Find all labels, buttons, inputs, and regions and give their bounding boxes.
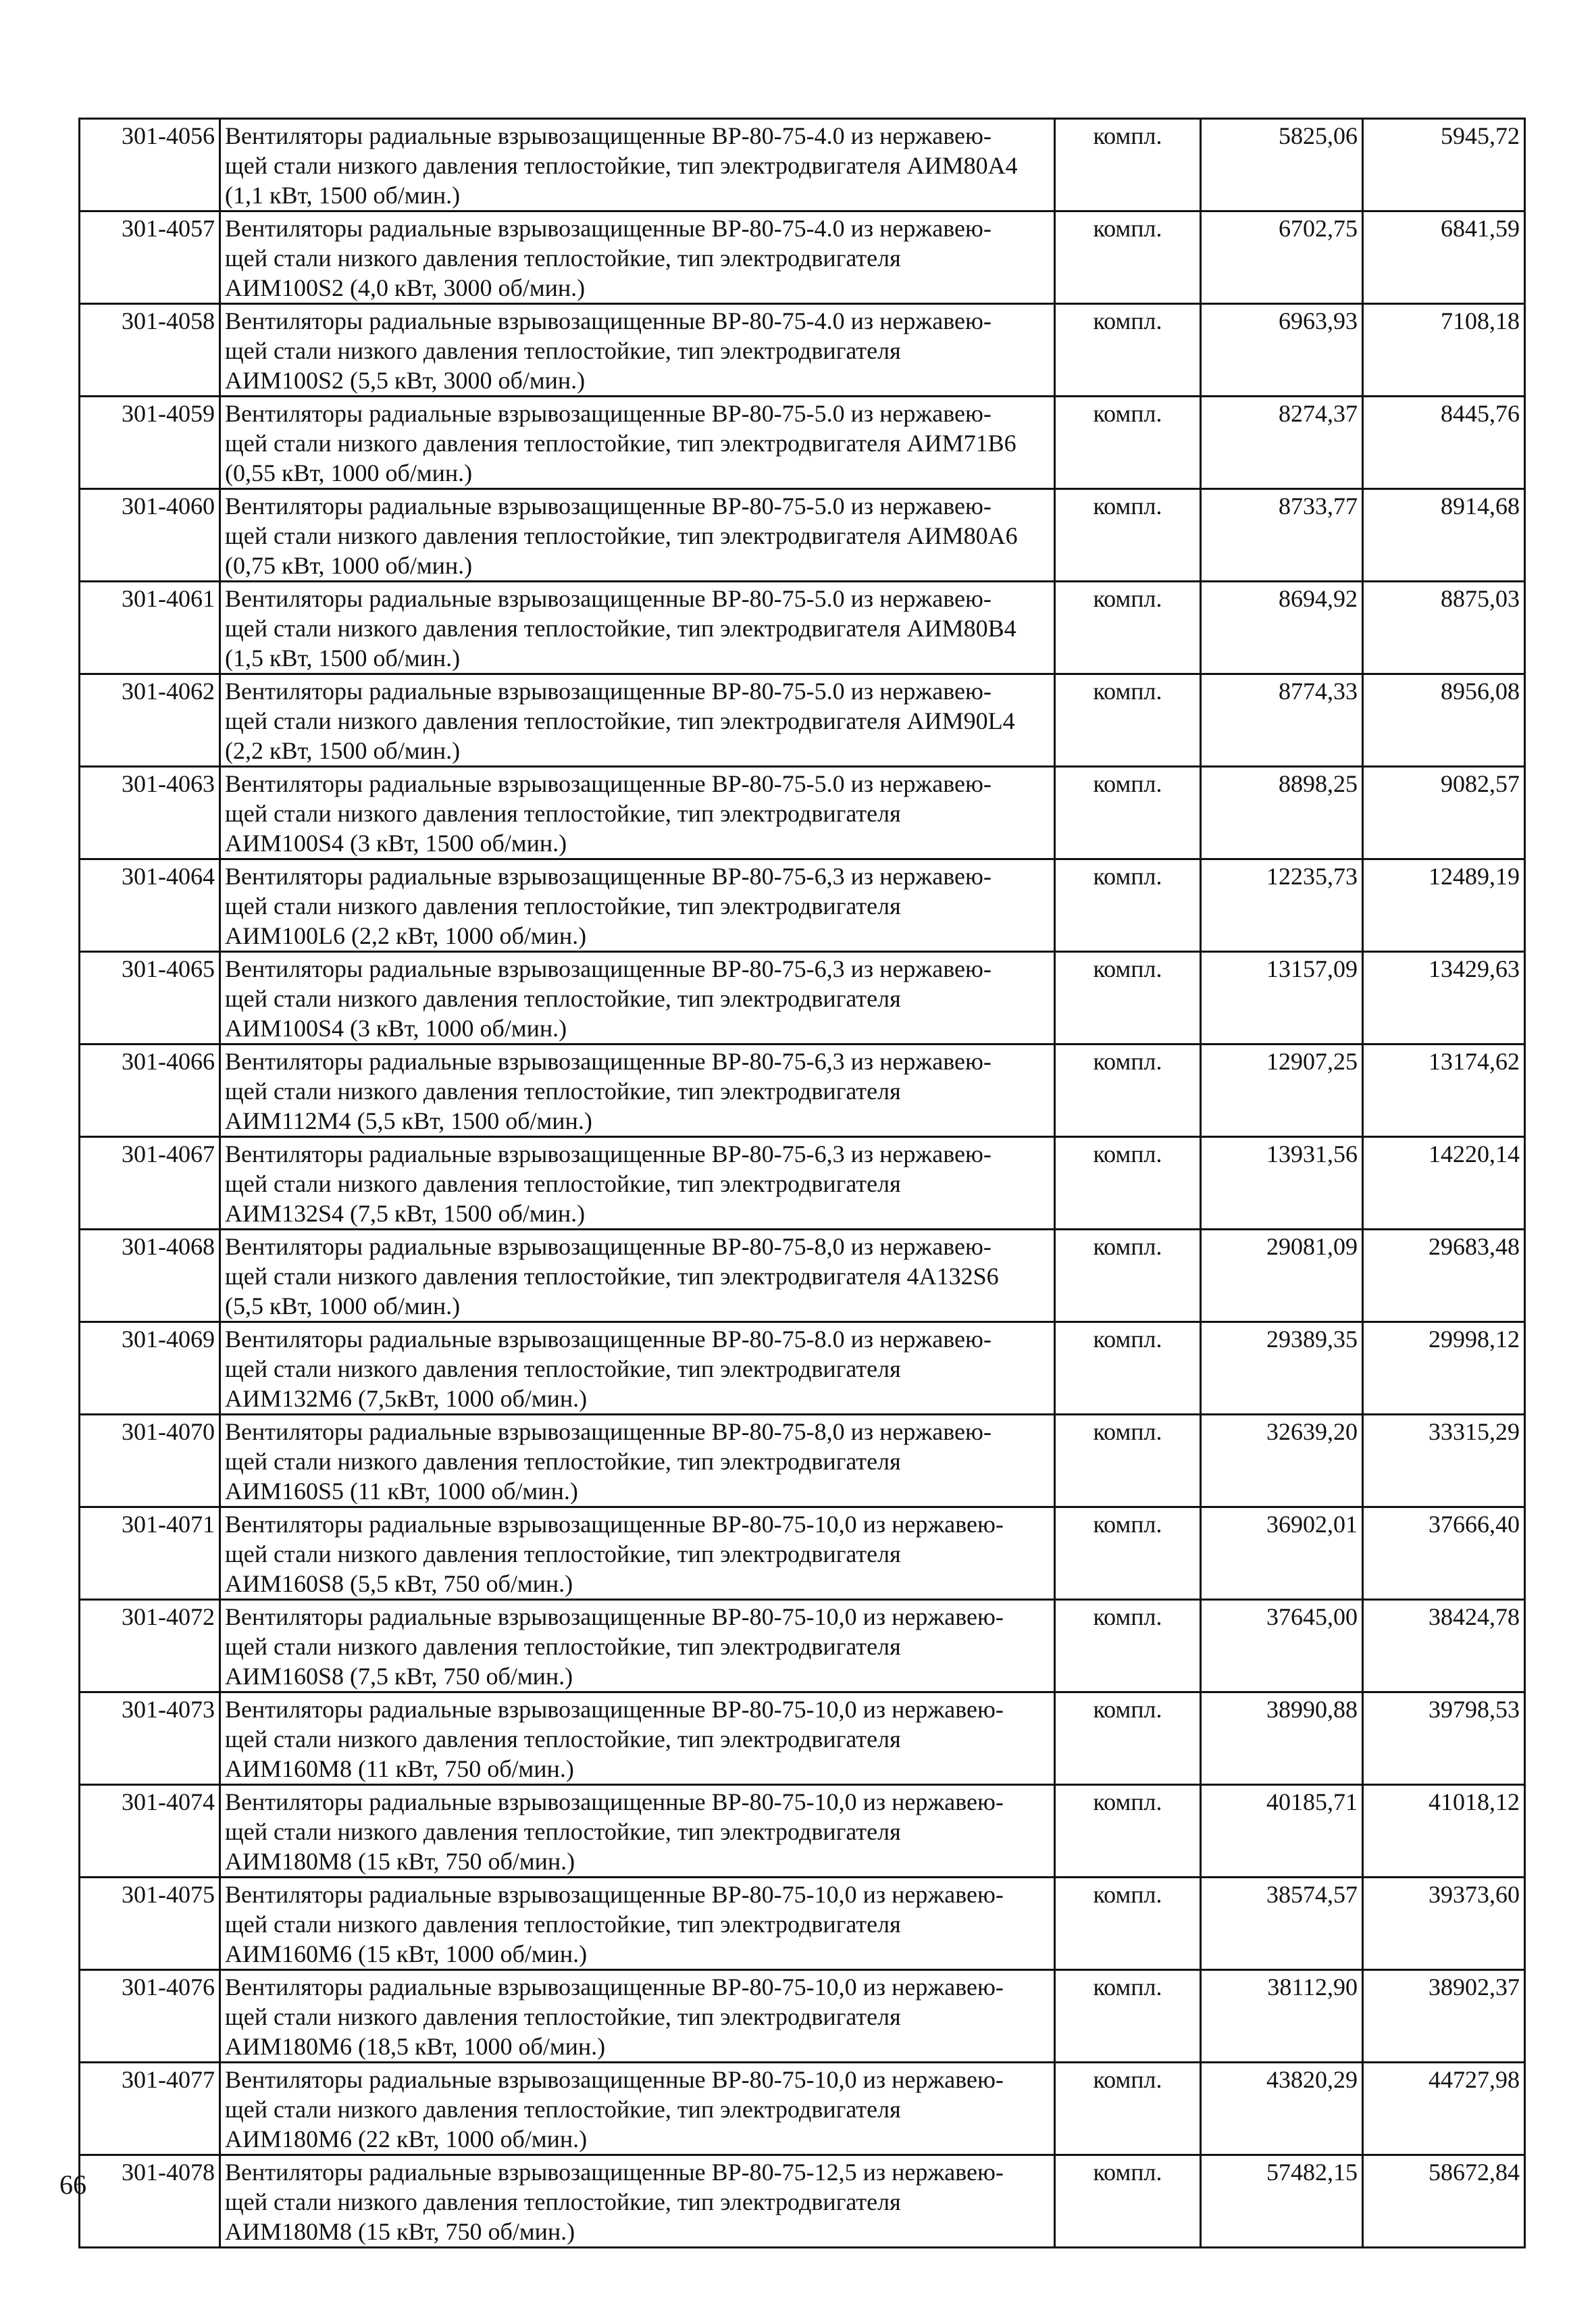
item-unit: компл.	[1055, 1045, 1201, 1137]
item-unit: компл.	[1055, 2155, 1201, 2248]
description-line: АИМ180М6 (22 кВт, 1000 об/мин.)	[225, 2126, 588, 2153]
item-price-2: 9082,57	[1363, 767, 1525, 859]
item-description	[220, 859, 1055, 952]
item-description	[220, 952, 1055, 1045]
description-line: АИМ112М4 (5,5 кВт, 1500 об/мин.)	[225, 1107, 592, 1134]
item-price-1: 29389,35	[1201, 1322, 1363, 1415]
description-line: щей стали низкого давления теплостойкие, тип электродвигателя АИМ80А4	[225, 152, 1018, 179]
item-price-1: 12235,73	[1201, 859, 1363, 952]
item-price-2: 38424,78	[1363, 1600, 1525, 1692]
item-unit: компл.	[1055, 2063, 1201, 2155]
description-line: АИМ100L6 (2,2 кВт, 1000 об/мин.)	[225, 922, 587, 949]
table-row	[80, 1045, 1525, 1137]
description-line: щей стали низкого давления теплостойкие, тип электродвигателя	[225, 800, 901, 827]
item-code: 301-4061	[80, 582, 220, 674]
item-unit: компл.	[1055, 1692, 1201, 1785]
item-price-1: 8733,77	[1201, 489, 1363, 582]
description-line: АИМ180М8 (15 кВт, 750 об/мин.)	[225, 2218, 575, 2245]
description-line: щей стали низкого давления теплостойкие, тип электродвигателя	[225, 2096, 901, 2123]
description-line: щей стали низкого давления теплостойкие, тип электродвигателя	[225, 1448, 901, 1475]
description-line: Вентиляторы радиальные взрывозащищенные ВР-80-75-10,0 из нержавею-	[225, 1603, 1004, 1630]
item-code: 301-4060	[80, 489, 220, 582]
item-description	[220, 119, 1055, 211]
item-price-1: 13931,56	[1201, 1137, 1363, 1230]
table-row	[80, 674, 1525, 767]
description-line: АИМ160М6 (15 кВт, 1000 об/мин.)	[225, 1940, 588, 1967]
description-line: щей стали низкого давления теплостойкие, тип электродвигателя	[225, 2188, 901, 2215]
item-price-1: 8694,92	[1201, 582, 1363, 674]
description-line: АИМ100S2 (4,0 кВт, 3000 об/мин.)	[225, 274, 586, 301]
item-price-2: 7108,18	[1363, 304, 1525, 397]
item-price-2: 41018,12	[1363, 1785, 1525, 1878]
item-code: 301-4056	[80, 119, 220, 211]
item-description	[220, 1785, 1055, 1878]
item-description	[220, 2155, 1055, 2248]
description-line: Вентиляторы радиальные взрывозащищенные ВР-80-75-10,0 из нержавею-	[225, 1788, 1004, 1815]
description-line: щей стали низкого давления теплостойкие, тип электродвигателя	[225, 245, 901, 272]
item-code: 301-4075	[80, 1878, 220, 1970]
description-line: (5,5 кВт, 1000 об/мин.)	[225, 1292, 461, 1319]
item-unit: компл.	[1055, 1785, 1201, 1878]
description-line: щей стали низкого давления теплостойкие, тип электродвигателя	[225, 1633, 901, 1660]
description-line: щей стали низкого давления теплостойкие, тип электродвигателя	[225, 337, 901, 364]
description-line: АИМ132S4 (7,5 кВт, 1500 об/мин.)	[225, 1200, 586, 1227]
item-unit: компл.	[1055, 1507, 1201, 1600]
item-unit: компл.	[1055, 119, 1201, 211]
description-line: Вентиляторы радиальные взрывозащищенные ВР-80-75-10,0 из нержавею-	[225, 2066, 1004, 2093]
item-price-2: 13174,62	[1363, 1045, 1525, 1137]
table-body	[80, 119, 1525, 2248]
item-unit: компл.	[1055, 1230, 1201, 1322]
item-price-1: 40185,71	[1201, 1785, 1363, 1878]
description-line: Вентиляторы радиальные взрывозащищенные ВР-80-75-6,3 из нержавею-	[225, 863, 992, 890]
item-description	[220, 2063, 1055, 2155]
item-code: 301-4062	[80, 674, 220, 767]
item-price-1: 29081,09	[1201, 1230, 1363, 1322]
item-price-1: 32639,20	[1201, 1415, 1363, 1507]
item-price-2: 8914,68	[1363, 489, 1525, 582]
item-description	[220, 397, 1055, 489]
description-line: Вентиляторы радиальные взрывозащищенные ВР-80-75-5.0 из нержавею-	[225, 678, 992, 705]
item-unit: компл.	[1055, 1415, 1201, 1507]
item-price-1: 37645,00	[1201, 1600, 1363, 1692]
description-line: АИМ160S8 (5,5 кВт, 750 об/мин.)	[225, 1570, 573, 1597]
item-price-1: 57482,15	[1201, 2155, 1363, 2248]
item-description	[220, 1692, 1055, 1785]
table-row	[80, 2155, 1525, 2248]
item-price-1: 38990,88	[1201, 1692, 1363, 1785]
item-unit: компл.	[1055, 1878, 1201, 1970]
item-description	[220, 674, 1055, 767]
item-price-1: 5825,06	[1201, 119, 1363, 211]
item-price-1: 6963,93	[1201, 304, 1363, 397]
item-unit: компл.	[1055, 489, 1201, 582]
item-price-2: 39373,60	[1363, 1878, 1525, 1970]
item-code: 301-4077	[80, 2063, 220, 2155]
table-row	[80, 1692, 1525, 1785]
description-line: щей стали низкого давления теплостойкие, тип электродвигателя АИМ80В4	[225, 615, 1016, 642]
description-line: (2,2 кВт, 1500 об/мин.)	[225, 737, 461, 764]
item-description	[220, 1322, 1055, 1415]
description-line: Вентиляторы радиальные взрывозащищенные ВР-80-75-6,3 из нержавею-	[225, 1048, 992, 1075]
item-price-2: 39798,53	[1363, 1692, 1525, 1785]
table-row	[80, 1878, 1525, 1970]
item-price-2: 6841,59	[1363, 211, 1525, 304]
item-price-2: 29683,48	[1363, 1230, 1525, 1322]
description-line: щей стали низкого давления теплостойкие, тип электродвигателя	[225, 1540, 901, 1567]
description-line: АИМ132М6 (7,5кВт, 1000 об/мин.)	[225, 1385, 588, 1412]
item-price-2: 14220,14	[1363, 1137, 1525, 1230]
table-row	[80, 1322, 1525, 1415]
item-price-1: 43820,29	[1201, 2063, 1363, 2155]
table-row	[80, 1137, 1525, 1230]
item-description	[220, 1230, 1055, 1322]
item-unit: компл.	[1055, 1322, 1201, 1415]
item-unit: компл.	[1055, 1137, 1201, 1230]
description-line: щей стали низкого давления теплостойкие, тип электродвигателя	[225, 892, 901, 920]
item-price-1: 12907,25	[1201, 1045, 1363, 1137]
item-description	[220, 1137, 1055, 1230]
table-row	[80, 859, 1525, 952]
description-line: Вентиляторы радиальные взрывозащищенные ВР-80-75-4.0 из нержавею-	[225, 215, 992, 242]
item-price-2: 44727,98	[1363, 2063, 1525, 2155]
item-unit: компл.	[1055, 1970, 1201, 2063]
description-line: АИМ100S4 (3 кВт, 1500 об/мин.)	[225, 830, 567, 857]
table-row	[80, 211, 1525, 304]
table-row	[80, 397, 1525, 489]
item-code: 301-4071	[80, 1507, 220, 1600]
item-code: 301-4076	[80, 1970, 220, 2063]
item-price-2: 12489,19	[1363, 859, 1525, 952]
item-price-2: 8445,76	[1363, 397, 1525, 489]
item-unit: компл.	[1055, 952, 1201, 1045]
item-description	[220, 767, 1055, 859]
description-line: Вентиляторы радиальные взрывозащищенные ВР-80-75-10,0 из нержавею-	[225, 1881, 1004, 1908]
item-unit: компл.	[1055, 397, 1201, 489]
description-line: (0,75 кВт, 1000 об/мин.)	[225, 552, 473, 579]
description-line: АИМ180М8 (15 кВт, 750 об/мин.)	[225, 1848, 575, 1875]
item-price-1: 8898,25	[1201, 767, 1363, 859]
item-price-2: 33315,29	[1363, 1415, 1525, 1507]
item-description	[220, 1507, 1055, 1600]
table-row	[80, 119, 1525, 211]
description-line: Вентиляторы радиальные взрывозащищенные ВР-80-75-10,0 из нержавею-	[225, 1511, 1004, 1538]
description-line: АИМ100S4 (3 кВт, 1000 об/мин.)	[225, 1015, 567, 1042]
page-number: 66	[59, 2169, 86, 2200]
description-line: АИМ100S2 (5,5 кВт, 3000 об/мин.)	[225, 367, 586, 394]
description-line: Вентиляторы радиальные взрывозащищенные ВР-80-75-8,0 из нержавею-	[225, 1418, 992, 1445]
item-unit: компл.	[1055, 582, 1201, 674]
item-price-2: 13429,63	[1363, 952, 1525, 1045]
description-line: Вентиляторы радиальные взрывозащищенные ВР-80-75-4.0 из нержавею-	[225, 307, 992, 334]
item-unit: компл.	[1055, 211, 1201, 304]
description-line: Вентиляторы радиальные взрывозащищенные ВР-80-75-5.0 из нержавею-	[225, 493, 992, 520]
description-line: АИМ160S5 (11 кВт, 1000 об/мин.)	[225, 1478, 578, 1505]
item-description	[220, 582, 1055, 674]
description-line: (1,5 кВт, 1500 об/мин.)	[225, 645, 461, 672]
item-code: 301-4065	[80, 952, 220, 1045]
item-code: 301-4066	[80, 1045, 220, 1137]
description-line: (0,55 кВт, 1000 об/мин.)	[225, 459, 473, 486]
item-code: 301-4070	[80, 1415, 220, 1507]
item-code: 301-4059	[80, 397, 220, 489]
description-line: АИМ160S8 (7,5 кВт, 750 об/мин.)	[225, 1663, 573, 1690]
table-row	[80, 1230, 1525, 1322]
description-line: щей стали низкого давления теплостойкие, тип электродвигателя АИМ71В6	[225, 430, 1016, 457]
description-line: щей стали низкого давления теплостойкие, тип электродвигателя	[225, 1818, 901, 1845]
item-code: 301-4058	[80, 304, 220, 397]
item-unit: компл.	[1055, 674, 1201, 767]
description-line: Вентиляторы радиальные взрывозащищенные ВР-80-75-5.0 из нержавею-	[225, 400, 992, 427]
description-line: Вентиляторы радиальные взрывозащищенные ВР-80-75-5.0 из нержавею-	[225, 585, 992, 612]
description-line: Вентиляторы радиальные взрывозащищенные ВР-80-75-12,5 из нержавею-	[225, 2159, 1004, 2186]
item-price-1: 13157,09	[1201, 952, 1363, 1045]
item-price-1: 38574,57	[1201, 1878, 1363, 1970]
description-line: щей стали низкого давления теплостойкие, тип электродвигателя 4А132S6	[225, 1263, 999, 1290]
description-line: Вентиляторы радиальные взрывозащищенные ВР-80-75-6,3 из нержавею-	[225, 955, 992, 982]
item-price-1: 6702,75	[1201, 211, 1363, 304]
description-line: щей стали низкого давления теплостойкие, тип электродвигателя АИМ80А6	[225, 522, 1018, 549]
table-row	[80, 767, 1525, 859]
table-row	[80, 304, 1525, 397]
description-line: щей стали низкого давления теплостойкие, тип электродвигателя	[225, 1078, 901, 1105]
item-price-2: 38902,37	[1363, 1970, 1525, 2063]
description-line: (1,1 кВт, 1500 об/мин.)	[225, 182, 461, 209]
table-row	[80, 2063, 1525, 2155]
item-price-2: 29998,12	[1363, 1322, 1525, 1415]
item-code: 301-4057	[80, 211, 220, 304]
item-code: 301-4064	[80, 859, 220, 952]
description-line: Вентиляторы радиальные взрывозащищенные ВР-80-75-6,3 из нержавею-	[225, 1140, 992, 1167]
table-row	[80, 1507, 1525, 1600]
description-line: щей стали низкого давления теплостойкие, тип электродвигателя	[225, 1170, 901, 1197]
item-code: 301-4069	[80, 1322, 220, 1415]
description-line: Вентиляторы радиальные взрывозащищенные ВР-80-75-10,0 из нержавею-	[225, 1696, 1004, 1723]
table-row	[80, 489, 1525, 582]
item-description	[220, 1600, 1055, 1692]
item-unit: компл.	[1055, 767, 1201, 859]
item-description	[220, 489, 1055, 582]
description-line: Вентиляторы радиальные взрывозащищенные ВР-80-75-4.0 из нержавею-	[225, 122, 992, 149]
description-line: АИМ160М8 (11 кВт, 750 об/мин.)	[225, 1755, 574, 1782]
item-price-1: 8774,33	[1201, 674, 1363, 767]
item-price-1: 36902,01	[1201, 1507, 1363, 1600]
item-description	[220, 1878, 1055, 1970]
item-price-2: 8956,08	[1363, 674, 1525, 767]
table-row	[80, 1600, 1525, 1692]
description-line: щей стали низкого давления теплостойкие, тип электродвигателя	[225, 1355, 901, 1382]
item-code: 301-4074	[80, 1785, 220, 1878]
table-row	[80, 952, 1525, 1045]
description-line: щей стали низкого давления теплостойкие, тип электродвигателя	[225, 985, 901, 1012]
item-unit: компл.	[1055, 304, 1201, 397]
description-line: АИМ180М6 (18,5 кВт, 1000 об/мин.)	[225, 2033, 606, 2060]
item-code: 301-4078	[80, 2155, 220, 2248]
item-code: 301-4073	[80, 1692, 220, 1785]
description-line: Вентиляторы радиальные взрывозащищенные ВР-80-75-10,0 из нержавею-	[225, 1973, 1004, 2001]
item-unit: компл.	[1055, 859, 1201, 952]
description-line: Вентиляторы радиальные взрывозащищенные ВР-80-75-5.0 из нержавею-	[225, 770, 992, 797]
description-line: щей стали низкого давления теплостойкие, тип электродвигателя	[225, 1911, 901, 1938]
item-description	[220, 1415, 1055, 1507]
item-description	[220, 304, 1055, 397]
item-price-2: 37666,40	[1363, 1507, 1525, 1600]
table-row	[80, 1785, 1525, 1878]
item-price-1: 38112,90	[1201, 1970, 1363, 2063]
description-line: щей стали низкого давления теплостойкие, тип электродвигателя АИМ90L4	[225, 707, 1015, 734]
price-table	[78, 118, 1526, 2248]
item-code: 301-4068	[80, 1230, 220, 1322]
item-description	[220, 211, 1055, 304]
item-price-2: 5945,72	[1363, 119, 1525, 211]
description-line: щей стали низкого давления теплостойкие, тип электродвигателя	[225, 2003, 901, 2030]
description-line: Вентиляторы радиальные взрывозащищенные ВР-80-75-8.0 из нержавею-	[225, 1326, 992, 1353]
table-row	[80, 1970, 1525, 2063]
item-price-2: 8875,03	[1363, 582, 1525, 674]
table-row	[80, 1415, 1525, 1507]
item-unit: компл.	[1055, 1600, 1201, 1692]
item-description	[220, 1045, 1055, 1137]
item-code: 301-4063	[80, 767, 220, 859]
item-code: 301-4067	[80, 1137, 220, 1230]
item-description	[220, 1970, 1055, 2063]
item-price-1: 8274,37	[1201, 397, 1363, 489]
item-code: 301-4072	[80, 1600, 220, 1692]
item-price-2: 58672,84	[1363, 2155, 1525, 2248]
description-line: щей стали низкого давления теплостойкие, тип электродвигателя	[225, 1726, 901, 1753]
description-line: Вентиляторы радиальные взрывозащищенные ВР-80-75-8,0 из нержавею-	[225, 1233, 992, 1260]
table-row	[80, 582, 1525, 674]
